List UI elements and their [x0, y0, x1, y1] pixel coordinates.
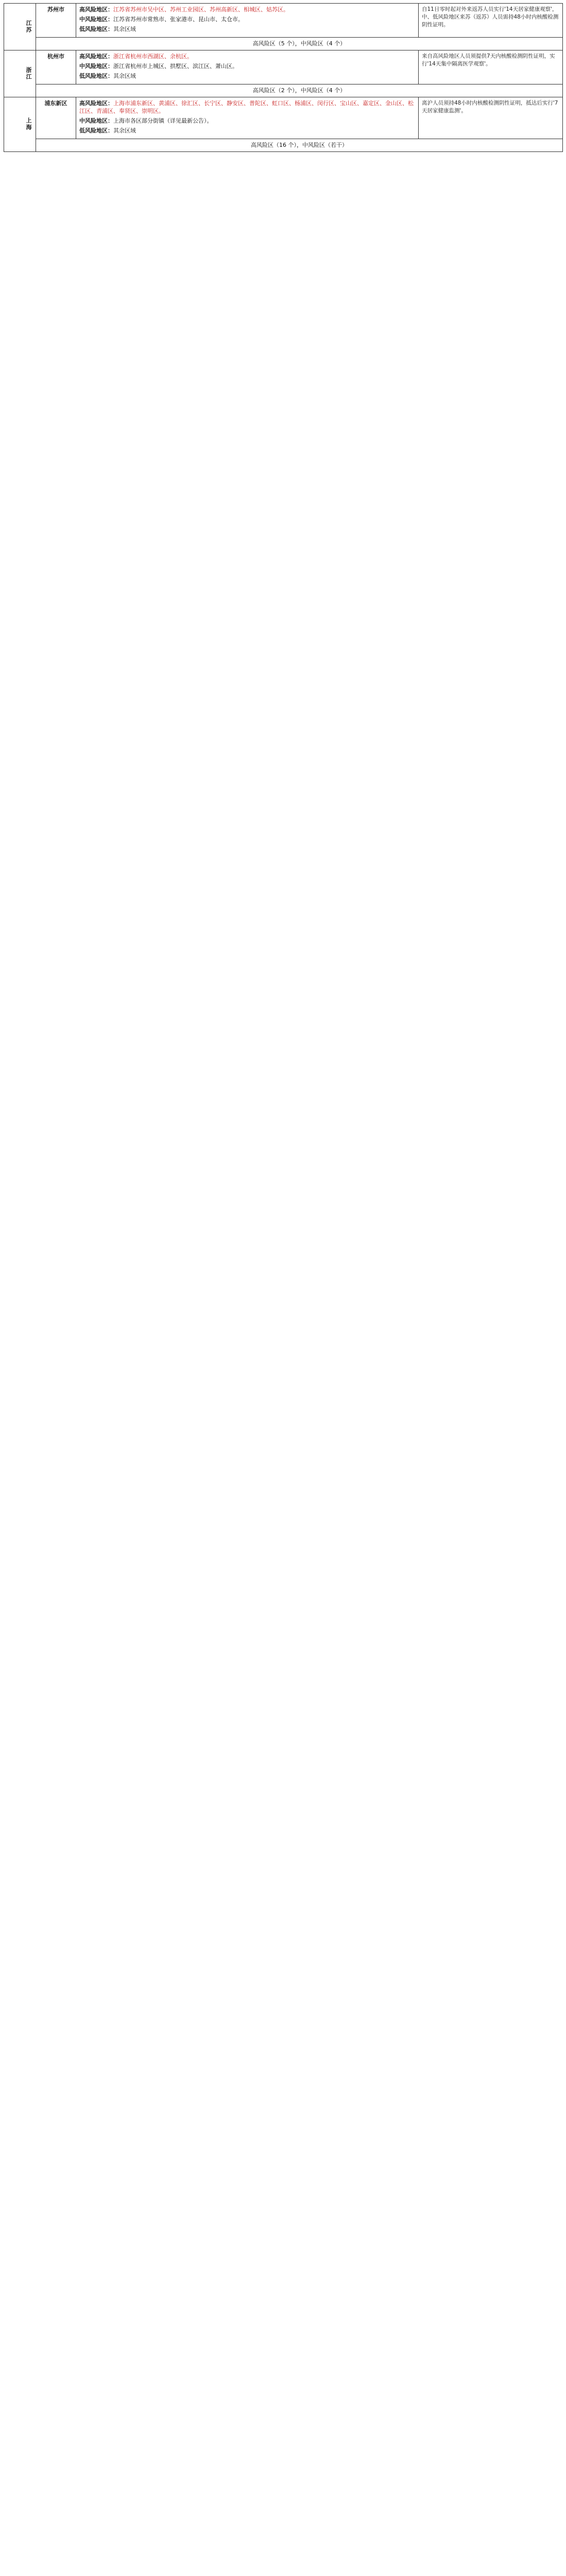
district-cell: 杭州市: [36, 50, 76, 84]
subtotal-cell: 高风险区（2 个），中风险区（4 个）: [36, 84, 563, 97]
subtotal-cell: 高风险区（5 个），中风险区（4 个）: [36, 37, 563, 50]
region-cell: 浙江: [4, 50, 36, 97]
high-risk-label: 高风险地区：: [79, 53, 113, 60]
table-row: [4, 4, 563, 38]
low-risk-label: 低风险地区：: [79, 127, 113, 134]
mid-risk-text: 上海市各区部分街镇（详见最新公告）。: [113, 117, 213, 125]
mid-risk-line: [79, 62, 415, 71]
mid-risk-line: [79, 117, 415, 125]
risk-content-cell: [76, 97, 419, 139]
district-cell: 苏州市: [36, 4, 76, 38]
table-row: [4, 97, 563, 139]
mid-risk-text: 浙江省杭州市上城区、拱墅区、滨江区、萧山区。: [113, 62, 238, 70]
low-risk-text: 其余区域: [113, 25, 136, 32]
table-row: [4, 50, 563, 84]
high-risk-text: 浙江省杭州市西湖区、余杭区。: [113, 53, 193, 60]
low-risk-text: 其余区域: [113, 72, 136, 79]
table-body: [4, 4, 563, 152]
risk-area-table: [4, 3, 563, 152]
table-row: [4, 139, 563, 152]
high-risk-text: 江苏省苏州市吴中区、苏州工业园区、苏州高新区、相城区、姑苏区。: [113, 6, 289, 13]
high-risk-label: 高风险地区：: [79, 6, 113, 13]
policy-note-cell: 自11日零时起对外来返苏人员实行'14天居家健康观察'，中、低风险地区来苏（返苏）人员需持48小时内核酸检测阴性证明。: [419, 4, 563, 38]
region-cell: 江苏: [4, 4, 36, 50]
mid-risk-label: 中风险地区：: [79, 15, 113, 23]
mid-risk-label: 中风险地区：: [79, 117, 113, 125]
risk-content-cell: [76, 4, 419, 38]
high-risk-line: [79, 53, 415, 61]
table-row: [4, 84, 563, 97]
low-risk-line: [79, 127, 415, 135]
region-cell: 上海: [4, 97, 36, 152]
document: [4, 3, 562, 152]
mid-risk-text: 江苏省苏州市常熟市、张家港市、昆山市、太仓市。: [113, 15, 244, 23]
low-risk-line: [79, 25, 415, 33]
low-risk-line: [79, 72, 415, 80]
district-cell: 浦东新区: [36, 97, 76, 139]
high-risk-line: [79, 99, 415, 116]
table-row: [4, 37, 563, 50]
low-risk-label: 低风险地区：: [79, 25, 113, 32]
mid-risk-line: [79, 15, 415, 24]
low-risk-text: 其余区域: [113, 127, 136, 134]
risk-content-cell: [76, 50, 419, 84]
high-risk-line: [79, 6, 415, 14]
low-risk-label: 低风险地区：: [79, 72, 113, 79]
mid-risk-label: 中风险地区：: [79, 62, 113, 70]
high-risk-label: 高风险地区：: [79, 99, 113, 107]
high-risk-text: 上海市浦东新区、黄浦区、徐汇区、长宁区、静安区、普陀区、虹口区、杨浦区、闵行区、宝山区、嘉定区、金山区、松江区、青浦区、奉贤区、崇明区。: [79, 99, 414, 115]
policy-note-cell: 离沪人员须持48小时内核酸检测阴性证明，抵达后实行'7天居家健康监测'。: [419, 97, 563, 139]
subtotal-cell: 高风险区（16 个），中风险区（若干）: [36, 139, 563, 152]
policy-note-cell: 来自高风险地区人员须提供7天内核酸检测阴性证明，实行'14天集中隔离医学观察'。: [419, 50, 563, 84]
